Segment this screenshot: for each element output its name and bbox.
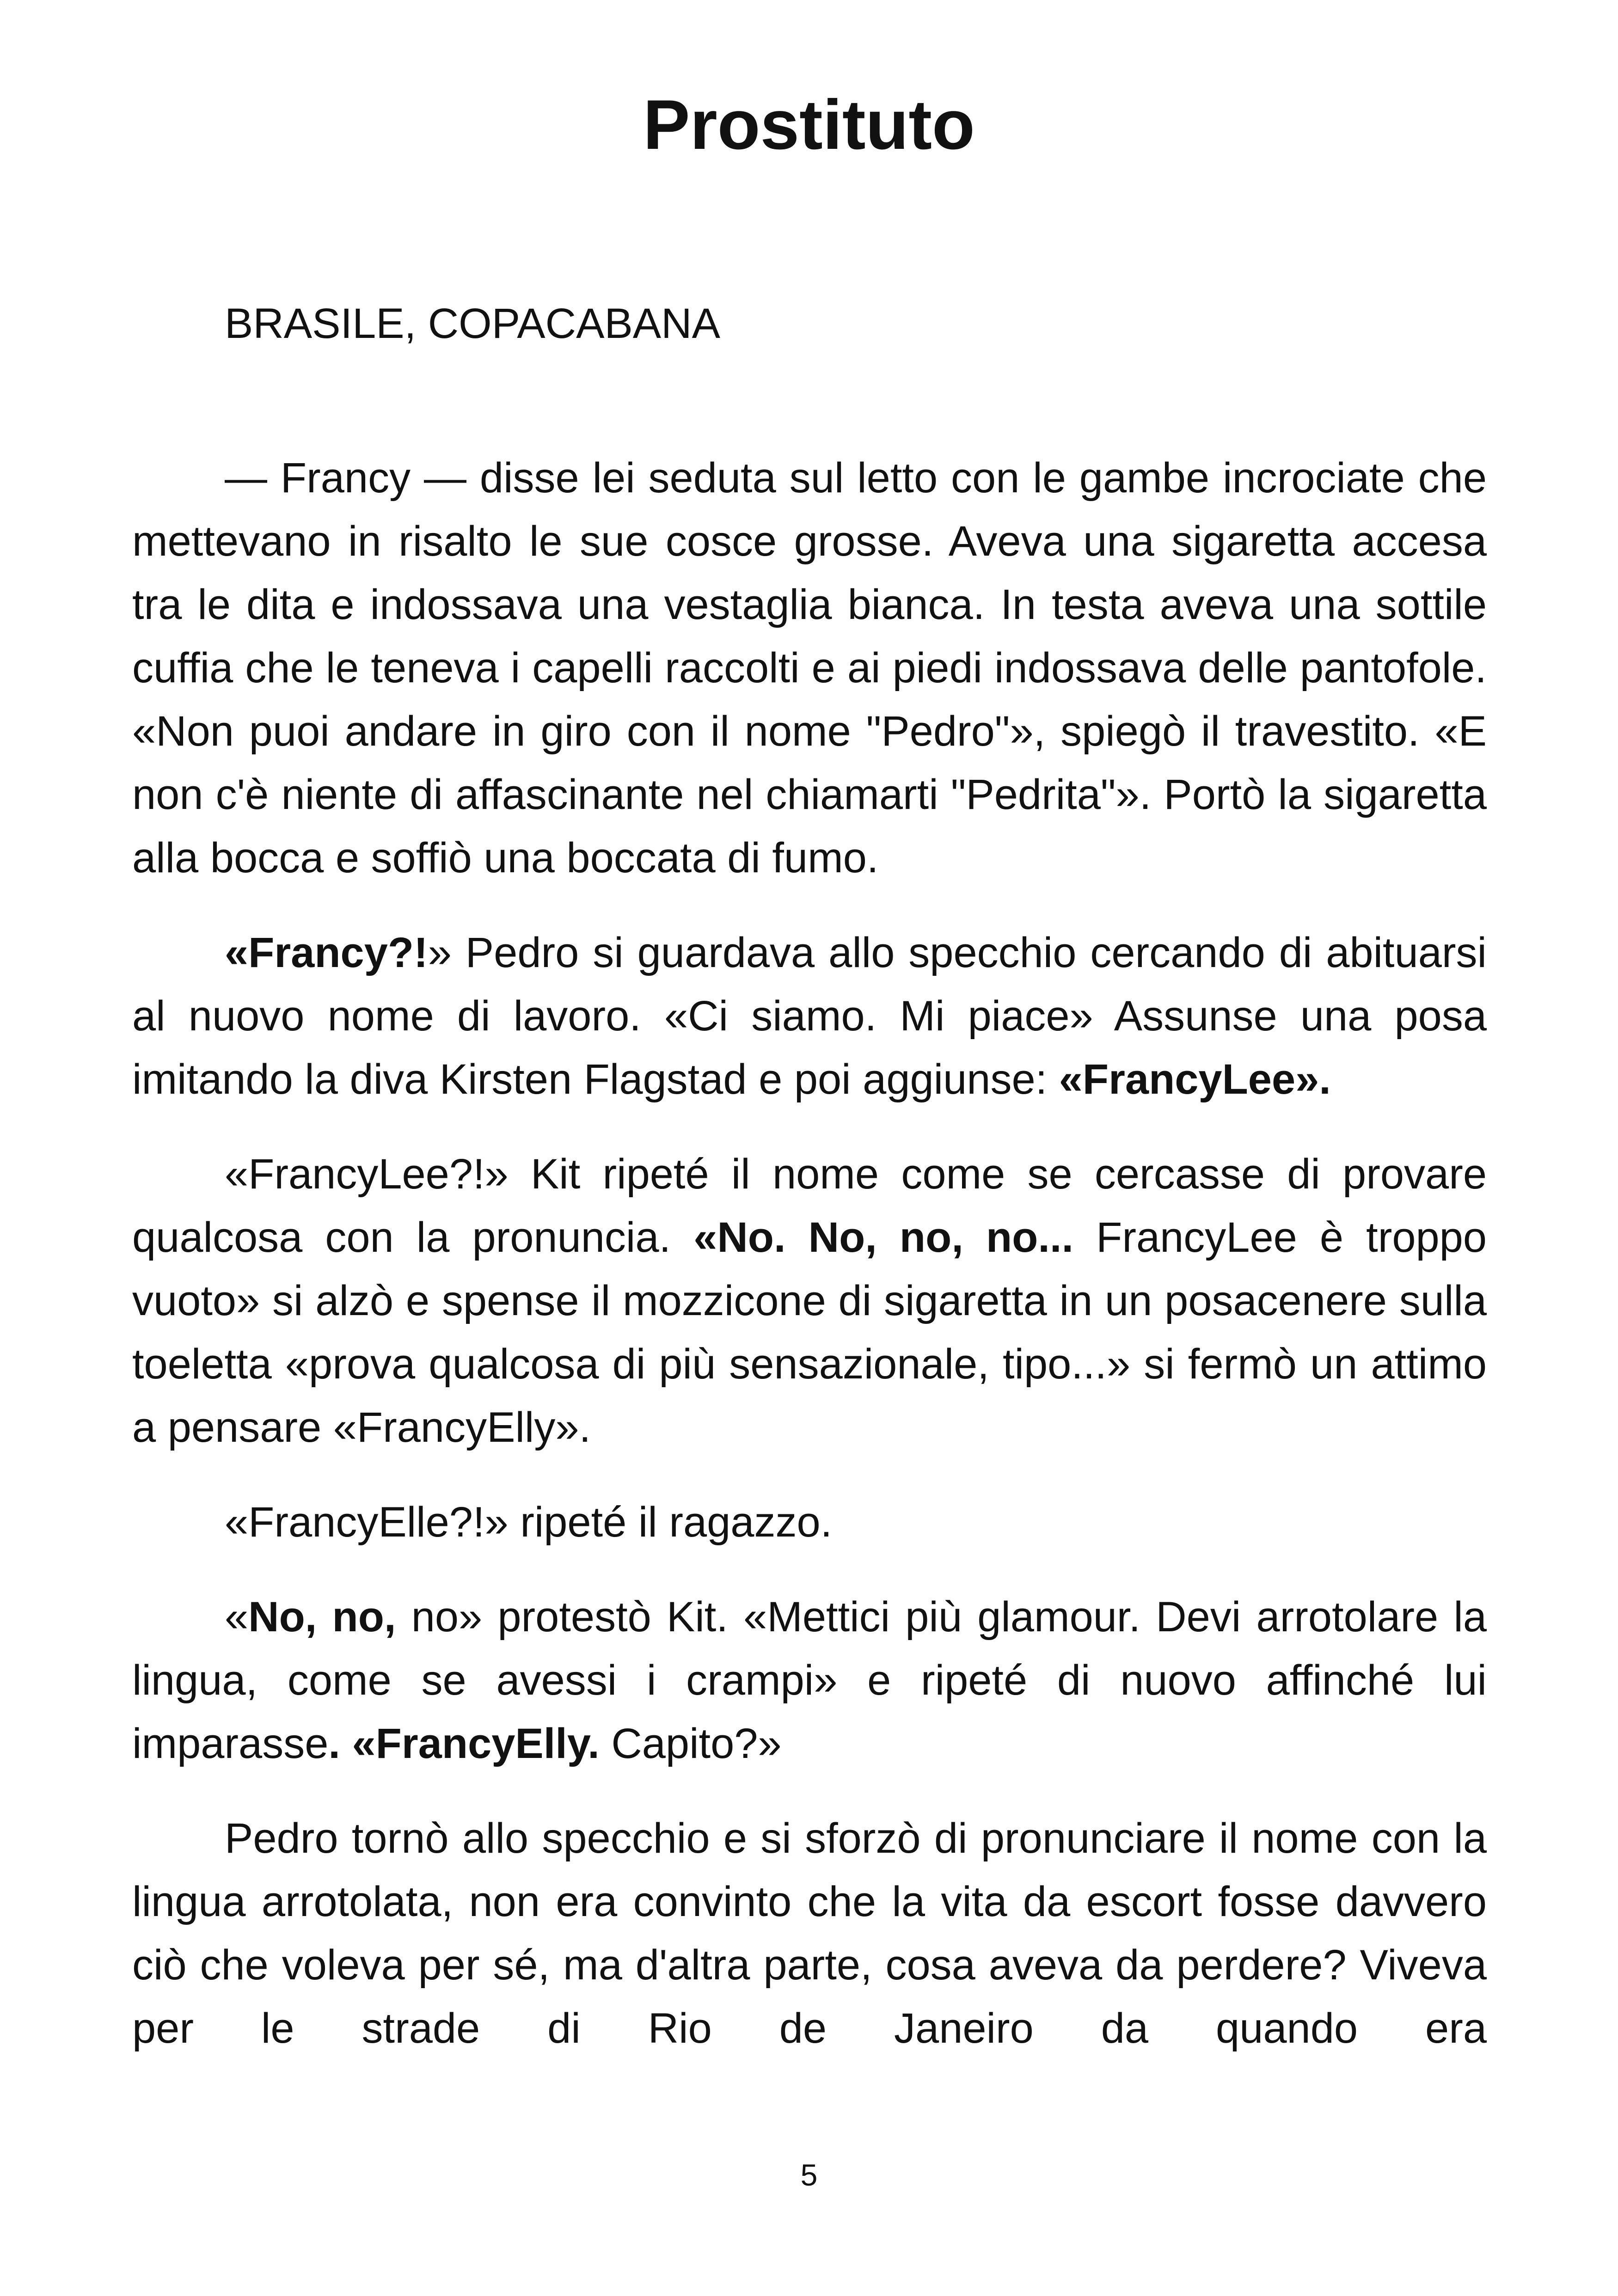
text-segment: no» protestò Kit. «Mettici più glamour. Devi arrotolare la lingua, come se avessi i crampi» e ripeté di nuovo affinché lui imparasse [132, 1593, 1487, 1767]
paragraph [132, 1807, 1487, 2060]
text-segment: FrancyLee è troppo vuoto» si alzò e spense il mozzicone di sigaretta in un posacenere sulla toeletta «prova qualcosa di più sensazionale, tipo...» si fermò un attimo a pensare «FrancyElly». [132, 1214, 1487, 1451]
bold-text-segment: No, no, [248, 1593, 396, 1641]
paragraph [132, 1586, 1487, 1776]
text-segment: «FrancyElle?!» ripeté il ragazzo. [225, 1499, 833, 1546]
body-text [132, 447, 1487, 2092]
text-segment: — Francy — disse lei seduta sul letto con le gambe incrociate che mettevano in risalto le sue cosce grosse. Aveva una sigaretta accesa tra le dita e indossava una vestaglia bianca. In testa aveva una sottile cuffia che le teneva i capelli raccolti e ai piedi indossava delle pantofole. «Non puoi andare in giro con il nome "Pedro"», spiegò il travestito. «E non c'è niente di affascinante nel chiamarti "Pedrita"». Portò la sigaretta alla bocca e soffiò una boccata di fumo. [132, 454, 1487, 882]
bold-text-segment: «Francy?! [225, 929, 428, 976]
text-segment: «FrancyLee?!» Kit ripeté il nome come se cercasse di provare qualcosa con la pronuncia. [132, 1151, 1487, 1261]
page-title: Prostituto [643, 86, 975, 164]
page-number: 5 [800, 2158, 818, 2192]
text-segment: » Pedro si guardava allo specchio cercando di abituarsi al nuovo nome di lavoro. «Ci siamo. Mi piace» Assunse una posa imitando la diva Kirsten Flagstad e poi aggiunse: [132, 929, 1487, 1103]
bold-text-segment: . «FrancyElly. [328, 1720, 600, 1767]
paragraph [132, 1143, 1487, 1459]
location-heading: BRASILE, COPACABANA [225, 300, 720, 347]
bold-text-segment: «FrancyLee». [1059, 1056, 1331, 1103]
paragraph [132, 921, 1487, 1111]
text-segment: Pedro tornò allo specchio e si sforzò di pronunciare il nome con la lingua arrotolata, non era convinto che la vita da escort fosse davvero ciò che voleva per sé, ma d'altra parte, cosa aveva da perdere? Viveva per le strade di Rio de Janeiro da quando era [132, 1815, 1487, 2052]
paragraph [132, 447, 1487, 890]
text-segment: Capito?» [599, 1720, 782, 1767]
bold-text-segment: «No. No, no, no... [693, 1214, 1074, 1261]
paragraph [132, 1491, 1487, 1554]
text-segment: « [225, 1593, 249, 1641]
